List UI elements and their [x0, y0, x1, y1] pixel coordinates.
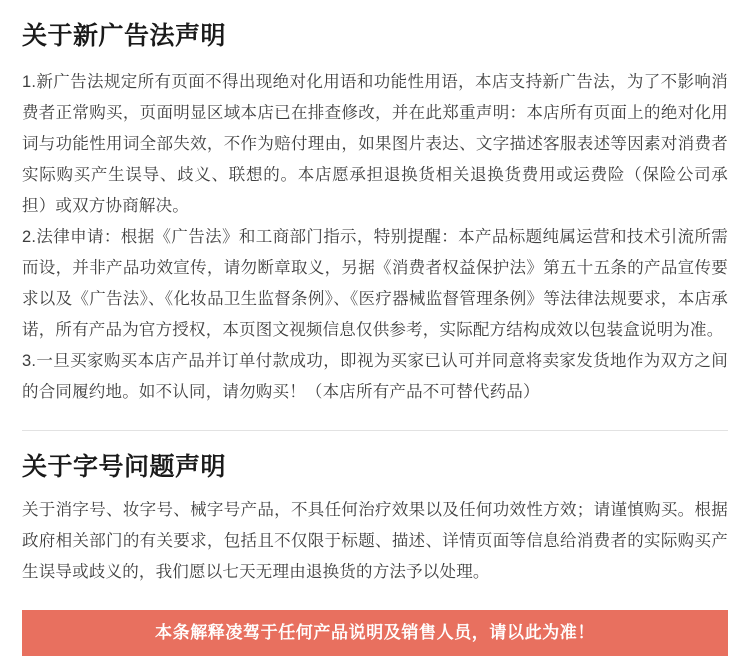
section-title-advertising-law: 关于新广告法声明 — [22, 22, 227, 50]
section-advertising-law — [22, 20, 728, 408]
final-notice-banner: 本条解释凌驾于任何产品说明及销售人员，请以此为准！ — [22, 610, 728, 656]
paragraph-advertising-law-1: 1.新广告法规定所有页面不得出现绝对化用语和功能性用语，本店支持新广告法，为了不影响消费者正常购买，页面明显区域本店已在排查修改，并在此郑重声明：本店所有页面上的绝对化用词与功能性用词全部失效，不作为赔付理由，如果图片表达、文字描述客服表述等因素对消费者实际购买产生误导、歧义、联想的。本店愿承担退换货相关退换货费用或运费险（保险公司承担）或双方协商解决。 — [22, 72, 728, 215]
section-divider — [22, 430, 728, 431]
section-title-product-number: 关于字号问题声明 — [22, 452, 227, 481]
paragraph-advertising-law-3: 3.一旦买家购买本店产品并订单付款成功，即视为买家已认可并同意将卖家发货地作为双方之间的合同履约地。如不认同，请勿购买！（本店所有产品不可替代药品） — [22, 351, 728, 401]
section-product-number — [22, 451, 728, 589]
paragraph-product-number-1: 关于消字号、妆字号、械字号产品，不具任何治疗效果以及任何功效性方效；请谨慎购买。根据政府相关部门的有关要求，包括且不仅限于标题、描述、详情页面等信息给消费者的实际购买产生误导或歧义的，我们愿以七天无理由退换货的方法予以处理。 — [22, 501, 728, 582]
paragraph-advertising-law-2: 2.法律申请：根据《广告法》和工商部门指示，特别提醒：本产品标题纯属运营和技术引流所需而设，并非产品功效宣传，请勿断章取义，另据《消费者权益保护法》第五十五条的产品宣传要求以及《广告法》、《化妆品卫生监督条例》、《医疗器械监督管理条例》等法律法规要求，本店承诺，所有产品为官方授权，本页图文视频信息仅供参考，实际配方结构成效以包装盒说明为准。 — [22, 227, 728, 339]
